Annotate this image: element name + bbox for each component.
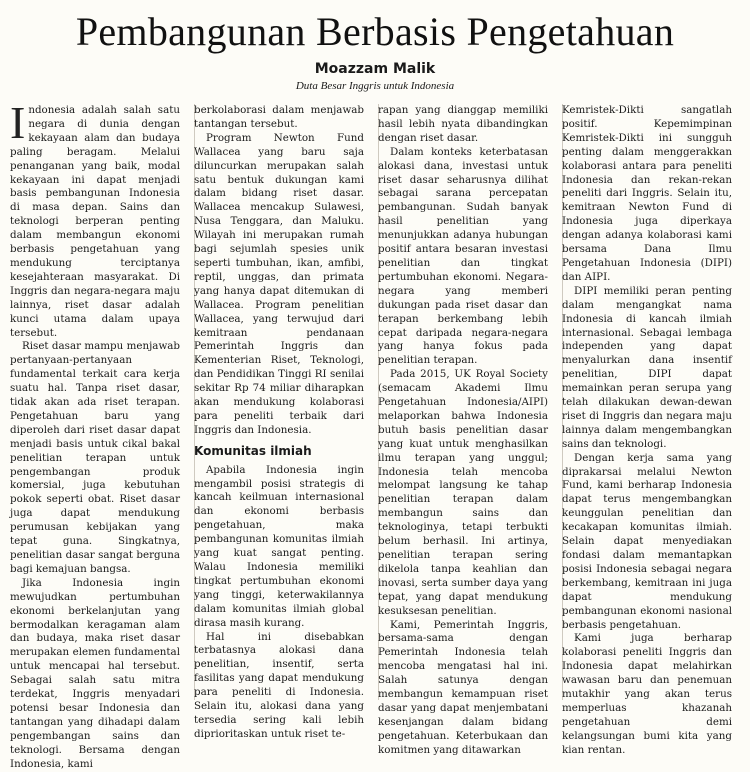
paragraph: DIPI memiliki peran penting dalam mengangkat nama Indonesia di kancah ilmiah internasional. Sebagai lembaga independen yang dapat menyalurkan dana insentif penelitian, DIPI dapat memainkan peran serupa yang telah dilakukan dewan-dewan riset di Inggris dan negara maju lainnya dalam mengembangkan sains dan teknologi. <box>562 284 732 450</box>
paragraph: Riset dasar mampu menjawab pertanyaan-pertanyaan fundamental terkait cara kerja suatu hal. Tanpa riset dasar, tidak akan ada riset terapan. Pengetahuan baru yang diperoleh dari riset dasar dapat menjadi basis untuk cikal bakal penelitian terapan untuk pengembangan produk komersial, juga kebutuhan pokok seperti obat. Riset dasar juga dapat mendukung perumusan kebijakan yang tepat guna. Singkatnya, penelitian dasar sangat berguna bagi kemajuan bangsa. <box>10 340 180 575</box>
drop-cap: I <box>10 97 26 148</box>
paragraph: Kami, Pemerintah Inggris, bersama-sama dengan Pemerintah Indonesia telah mencoba mengatasi hal ini. Salah satunya dengan membangun kemampuan riset dasar yang dapat menjembatani kesenjangan dalam bidang pengetahuan. Keterbukaan dan komitmen yang ditawarkan <box>378 618 548 756</box>
column-1 <box>10 97 180 770</box>
paragraph: Apabila Indonesia ingin mengambil posisi strategis di kancah keilmuan internasional dan ekonomi berbasis pengetahuan, maka pembangunan komunitas ilmiah yang kuat sangat penting. Walau Indonesia memiliki tingkat pertumbuhan ekonomi yang tinggi, keterwakilannya dalam komunitas ilmiah global dirasa masih kurang. <box>194 463 364 629</box>
column-4 <box>562 104 732 756</box>
paragraph: Kami juga berharap kolaborasi peneliti Inggris dan Indonesia dapat melahirkan wawasan baru dan penemuan mutakhir yang akan terus memperluas khazanah pengetahuan demi kelangsungan bumi kita yang kian rentan. <box>562 632 732 756</box>
paragraph: Dalam konteks keterbatasan alokasi dana, investasi untuk riset dasar seharusnya dilihat sebagai sarana percepatan pembangunan. Sudah banyak hasil penelitian yang menunjukkan adanya hubungan positif antara besaran investasi penelitian dan tingkat pertumbuhan ekonomi. Negara-negara yang memberi dukungan pada riset dasar dan terapan berkembang lebih cepat daripada negara-negara yang hanya fokus pada penelitian terapan. <box>378 145 548 367</box>
section-subheading: Komunitas ilmiah <box>194 443 312 458</box>
article-title: Pembangunan Berbasis Pengetahuan <box>75 9 675 54</box>
article-body <box>10 97 742 770</box>
paragraph: Indonesia adalah salah satu negara di dunia dengan kekayaan alam dan budaya paling beragam. Melalui penanganan yang baik, modal kekayaan ini dapat menjadi basis pembangunan Indonesia di masa depan. Sains dan teknologi berperan penting dalam membangun ekonomi berbasis pengetahuan yang mendukung terciptanya kesejahteraan masyarakat. Di Inggris dan negara-negara maju lainnya, riset dasar adalah kunci utama dalam upaya tersebut. <box>10 97 180 339</box>
paragraph: Kemristek-Dikti sangatlah positif. Kepemimpinan Kemristek-Dikti ini sungguh penting dalam menggerakkan kolaborasi antara para peneliti Indonesia dan rekan-rekan peneliti dari Inggris. Selain itu, kemitraan Newton Fund di Indonesia juga diperkaya dengan adanya kolaborasi kami bersama Dana Ilmu Pengetahuan Indonesia (DIPI) dan AIPI. <box>562 104 732 283</box>
author-name: Moazzam Malik <box>314 61 436 77</box>
paragraph: rapan yang dianggap memiliki hasil lebih nyata dibandingkan dengan riset dasar. <box>378 104 548 144</box>
paragraph: berkolaborasi dalam menjawab tantangan tersebut. <box>194 104 364 130</box>
paragraph: Program Newton Fund Wallacea yang baru saja diluncurkan merupakan salah satu bentuk dukungan kami dalam bidang riset dasar. Wallacea mencakup Sulawesi, Nusa Tenggara, dan Maluku. Wilayah ini merupakan rumah bagi sejumlah spesies unik seperti tumbuhan, ikan, amfibi, reptil, unggas, dan primata yang hanya dapat ditemukan di Wallacea. Program penelitian Wallacea, yang terwujud dari kemitraan pendanaan Pemerintah Inggris dan Kementerian Riset, Teknologi, dan Pendidikan Tinggi RI senilai sekitar Rp 74 miliar diharapkan akan mendukung kolaborasi para peneliti terbaik dari Inggris dan Indonesia. <box>194 131 364 436</box>
paragraph: Hal ini disebabkan terbatasnya alokasi dana penelitian, insentif, serta fasilitas yang dapat mendukung para peneliti di Indonesia. Selain itu, alokasi dana yang tersedia sering kali lebih diprioritaskan untuk riset te- <box>194 630 364 740</box>
paragraph: Jika Indonesia ingin mewujudkan pertumbuhan ekonomi berkelanjutan yang bermodalkan keragaman alam dan budaya, maka riset dasar merupakan elemen fundamental untuk mencapai hal tersebut. Sebagai salah satu mitra terdekat, Inggris menyadari potensi besar Indonesia dan tantangan yang dihadapi dalam pengembangan sains dan teknologi. Bersama dengan Indonesia, kami <box>10 576 180 770</box>
paragraph: Dengan kerja sama yang diprakarsai melalui Newton Fund, kami berharap Indonesia dapat terus mengembangkan keunggulan penelitian dan kecakapan komunitas ilmiah. Selain dapat menyediakan fondasi dalam memantapkan posisi Indonesia sebagai negara berkembang, kemitraan ini juga dapat mendukung pembangunan ekonomi nasional berbasis pengetahuan. <box>562 451 732 631</box>
column-3 <box>378 104 548 756</box>
column-2 <box>194 104 364 740</box>
author-role: Duta Besar Inggris untuk Indonesia <box>295 80 455 92</box>
paragraph: Pada 2015, UK Royal Society (semacam Akademi Ilmu Pengetahuan Indonesia/AIPI) melaporkan bahwa Indonesia butuh basis penelitian dasar yang kuat untuk menghasilkan ilmu terapan yang unggul; Indonesia telah mencoba melompat langsung ke tahap penelitian terapan dalam membangun sains dan teknologinya, tetapi terbukti belum berhasil. Ini artinya, penelitian terapan sering dikelola tanpa keahlian dan inovasi, serta sumber daya yang tepat, yang dapat mendukung kesuksesan penelitian. <box>378 368 548 617</box>
